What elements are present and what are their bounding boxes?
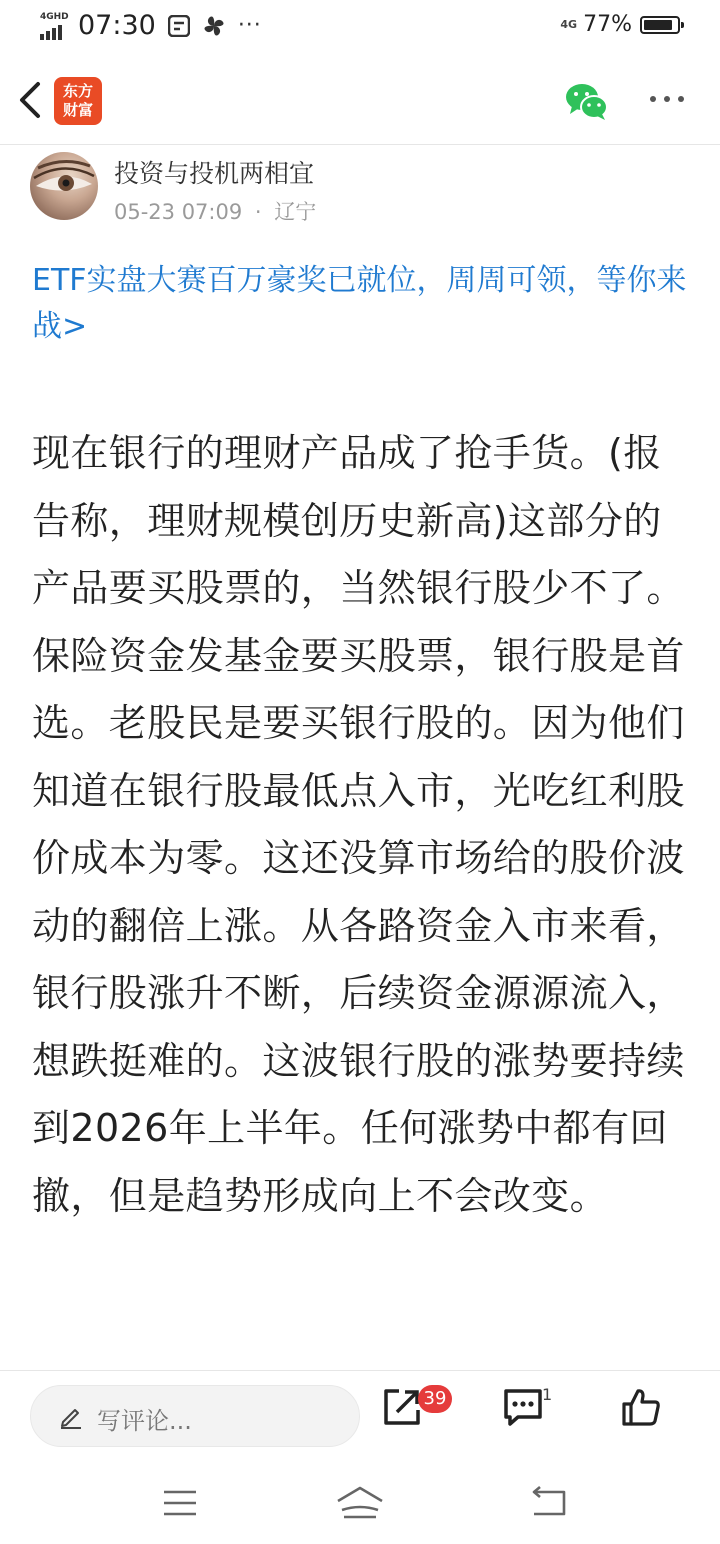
logo-line-2: 财富 bbox=[62, 101, 93, 119]
signal-icon bbox=[40, 12, 70, 40]
status-bar bbox=[0, 0, 720, 56]
back-arrow-icon[interactable] bbox=[14, 78, 50, 122]
home-icon[interactable] bbox=[334, 1484, 386, 1520]
battery-percent: 77% bbox=[583, 12, 632, 37]
like-thumbs-up-icon[interactable] bbox=[620, 1387, 662, 1429]
meta-separator: · bbox=[254, 200, 262, 224]
menu-icon[interactable] bbox=[162, 1488, 198, 1518]
comment-placeholder: 写评论... bbox=[97, 1407, 192, 1435]
battery-icon bbox=[640, 16, 680, 34]
bottom-action-bar bbox=[0, 1370, 720, 1463]
system-navigation-bar bbox=[0, 1464, 720, 1544]
logo-line-1: 东方 bbox=[62, 82, 93, 100]
signal-label: 4GHD bbox=[40, 11, 69, 22]
comment-input[interactable] bbox=[30, 1385, 360, 1447]
comment-count: 1 bbox=[542, 1385, 553, 1404]
post-meta bbox=[114, 196, 316, 226]
network-type: 4G bbox=[560, 17, 578, 31]
post-timestamp: 05-23 07:09 bbox=[114, 200, 243, 224]
more-notifications-indicator: ··· bbox=[237, 13, 262, 38]
status-time: 07:30 bbox=[78, 10, 156, 41]
author-name[interactable]: 投资与投机两相宜 bbox=[114, 159, 315, 188]
pinwheel-icon bbox=[202, 14, 226, 38]
app-logo[interactable] bbox=[54, 77, 102, 125]
avatar[interactable] bbox=[30, 152, 98, 220]
back-nav-icon[interactable] bbox=[530, 1486, 568, 1520]
app-header bbox=[0, 60, 720, 145]
author-info bbox=[30, 152, 690, 222]
post-location: 辽宁 bbox=[274, 200, 317, 224]
promo-link[interactable]: ETF实盘大赛百万豪奖已就位，周周可领，等你来战> bbox=[32, 263, 687, 344]
comment-icon[interactable] bbox=[502, 1387, 544, 1427]
share-icon[interactable] bbox=[382, 1387, 422, 1427]
post-body: 现在银行的理财产品成了抢手货。(报告称，理财规模创历史新高)这部分的产品要买股票的，当然银行股少不了。保险资金发基金要买股票，银行股是首选。老股民是要买银行股的。因为他们知道在银行股最低点入市，光吃红利股价成本为零。这还没算市场给的股价波动的翻倍上涨。从各路资金入市来看，银行股涨升不断，后续资金源源流入，想跌挺难的。这波银行股的涨势要持续到2026年上半年。任何涨势中都有回撤，但是趋势形成向上不会改变。 bbox=[32, 431, 685, 1218]
message-notification-icon bbox=[168, 15, 190, 37]
more-options-icon[interactable] bbox=[650, 96, 684, 102]
pencil-icon bbox=[57, 1402, 85, 1430]
wechat-share-icon[interactable] bbox=[564, 82, 610, 122]
share-count-badge: 39 bbox=[418, 1385, 452, 1413]
